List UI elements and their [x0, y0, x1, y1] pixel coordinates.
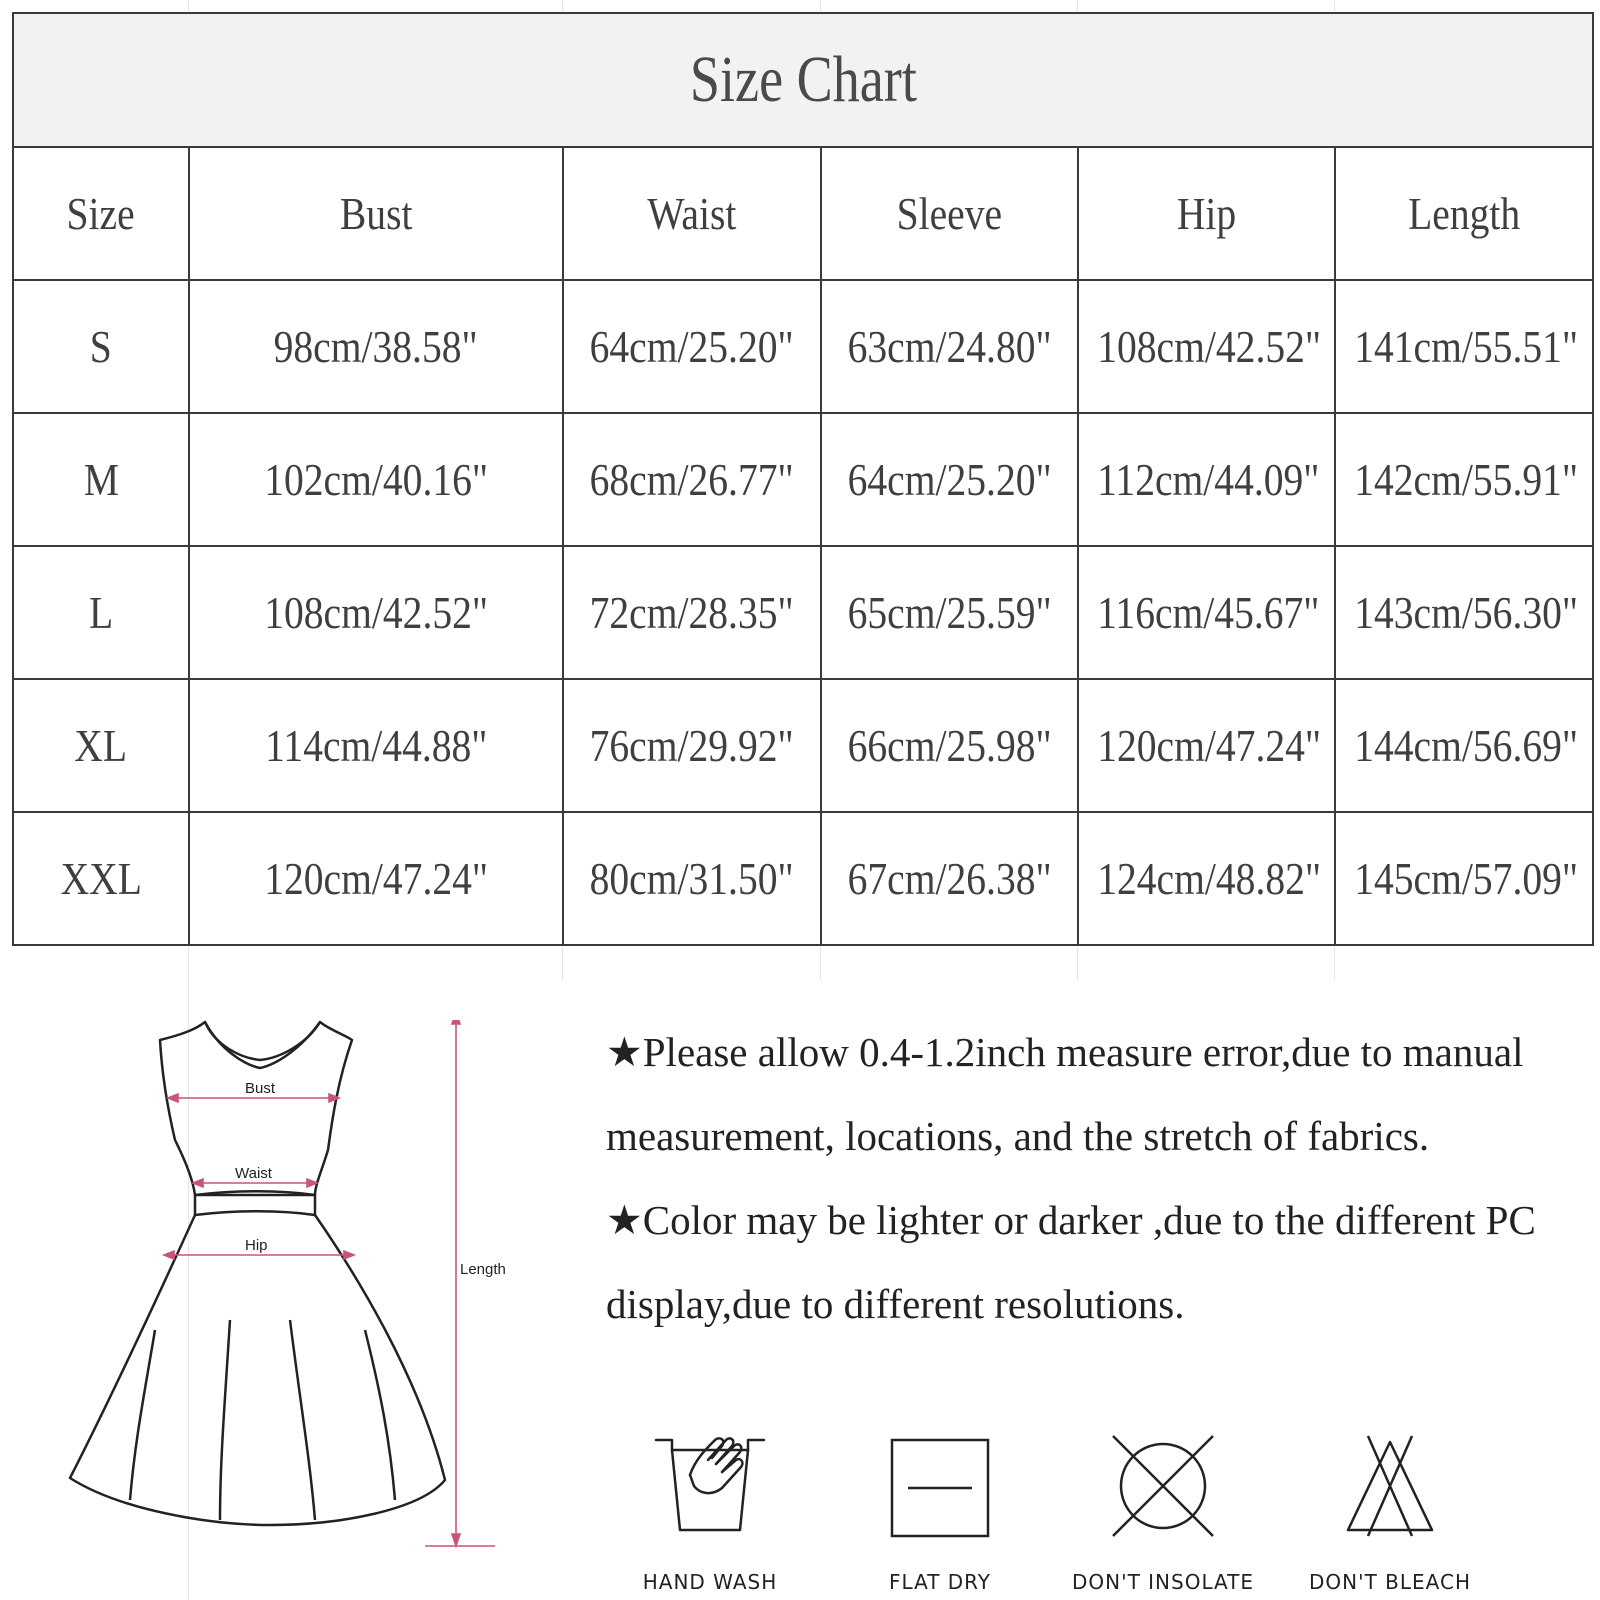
- column-header-sleeve: Sleeve: [821, 147, 1078, 280]
- column-header-bust: Bust: [189, 147, 563, 280]
- bust-cell: 98cm/38.58": [189, 280, 563, 413]
- dont-bleach-icon: [1330, 1430, 1450, 1540]
- waist-cell: 68cm/26.77": [563, 413, 821, 546]
- table-row: [13, 280, 1593, 413]
- length-cell: 141cm/55.51": [1335, 280, 1593, 413]
- waist-label: Waist: [235, 1165, 272, 1182]
- care-label-dont-bleach: DON'T BLEACH: [1308, 1570, 1471, 1594]
- waist-cell: 80cm/31.50": [563, 812, 821, 945]
- bust-cell: 114cm/44.88": [189, 679, 563, 812]
- note-color-variance: ★Color may be lighter or darker ,due to the different PC display,due to different resolutions.: [606, 1197, 1536, 1327]
- table-row: [13, 679, 1593, 812]
- bust-cell: 102cm/40.16": [189, 413, 563, 546]
- title-row: [13, 13, 1593, 147]
- size-cell: S: [13, 280, 189, 413]
- length-cell: 144cm/56.69": [1335, 679, 1593, 812]
- care-dont-insolate: [1063, 1430, 1263, 1600]
- bust-cell: 120cm/47.24": [189, 812, 563, 945]
- size-cell: XL: [13, 679, 189, 812]
- note-measure-error: ★Please allow 0.4-1.2inch measure error,due to manual measurement, locations, and the stretch of fabrics.: [606, 1029, 1524, 1159]
- care-label-flat-dry: FLAT DRY: [888, 1570, 992, 1594]
- table-row: [13, 546, 1593, 679]
- care-label-hand-wash: HAND WASH: [642, 1570, 778, 1594]
- length-cell: 145cm/57.09": [1335, 812, 1593, 945]
- hip-label: Hip: [245, 1237, 268, 1254]
- dress-measurement-diagram: [60, 1020, 530, 1580]
- flat-dry-icon: [880, 1430, 1000, 1540]
- length-label: Length: [460, 1261, 506, 1278]
- sleeve-cell: 63cm/24.80": [821, 280, 1078, 413]
- chart-title: Size Chart: [13, 13, 1593, 147]
- hip-cell: 120cm/47.24": [1078, 679, 1335, 812]
- header-row: [13, 147, 1593, 280]
- size-cell: M: [13, 413, 189, 546]
- measurement-notes: [606, 1010, 1576, 1346]
- table-row: [13, 413, 1593, 546]
- size-chart-table: [12, 12, 1594, 946]
- care-hand-wash: [610, 1430, 810, 1600]
- waist-cell: 76cm/29.92": [563, 679, 821, 812]
- bust-label: Bust: [245, 1080, 276, 1097]
- care-label-dont-insolate: DON'T INSOLATE: [1071, 1570, 1255, 1594]
- length-cell: 143cm/56.30": [1335, 546, 1593, 679]
- sleeve-cell: 65cm/25.59": [821, 546, 1078, 679]
- column-header-size: Size: [13, 147, 189, 280]
- hand-wash-icon: [650, 1430, 770, 1540]
- sleeve-cell: 67cm/26.38": [821, 812, 1078, 945]
- measure-lines: [164, 1020, 495, 1546]
- column-header-length: Length: [1335, 147, 1593, 280]
- size-cell: L: [13, 546, 189, 679]
- waist-cell: 72cm/28.35": [563, 546, 821, 679]
- length-cell: 142cm/55.91": [1335, 413, 1593, 546]
- sleeve-cell: 66cm/25.98": [821, 679, 1078, 812]
- hip-cell: 124cm/48.82": [1078, 812, 1335, 945]
- size-cell: XXL: [13, 812, 189, 945]
- hip-cell: 116cm/45.67": [1078, 546, 1335, 679]
- dont-insolate-icon: [1103, 1430, 1223, 1540]
- waist-cell: 64cm/25.20": [563, 280, 821, 413]
- column-header-waist: Waist: [563, 147, 821, 280]
- column-header-hip: Hip: [1078, 147, 1335, 280]
- hip-cell: 112cm/44.09": [1078, 413, 1335, 546]
- table-row: [13, 812, 1593, 945]
- care-dont-bleach: [1290, 1430, 1490, 1600]
- care-flat-dry: [840, 1430, 1040, 1600]
- sleeve-cell: 64cm/25.20": [821, 413, 1078, 546]
- hip-cell: 108cm/42.52": [1078, 280, 1335, 413]
- bust-cell: 108cm/42.52": [189, 546, 563, 679]
